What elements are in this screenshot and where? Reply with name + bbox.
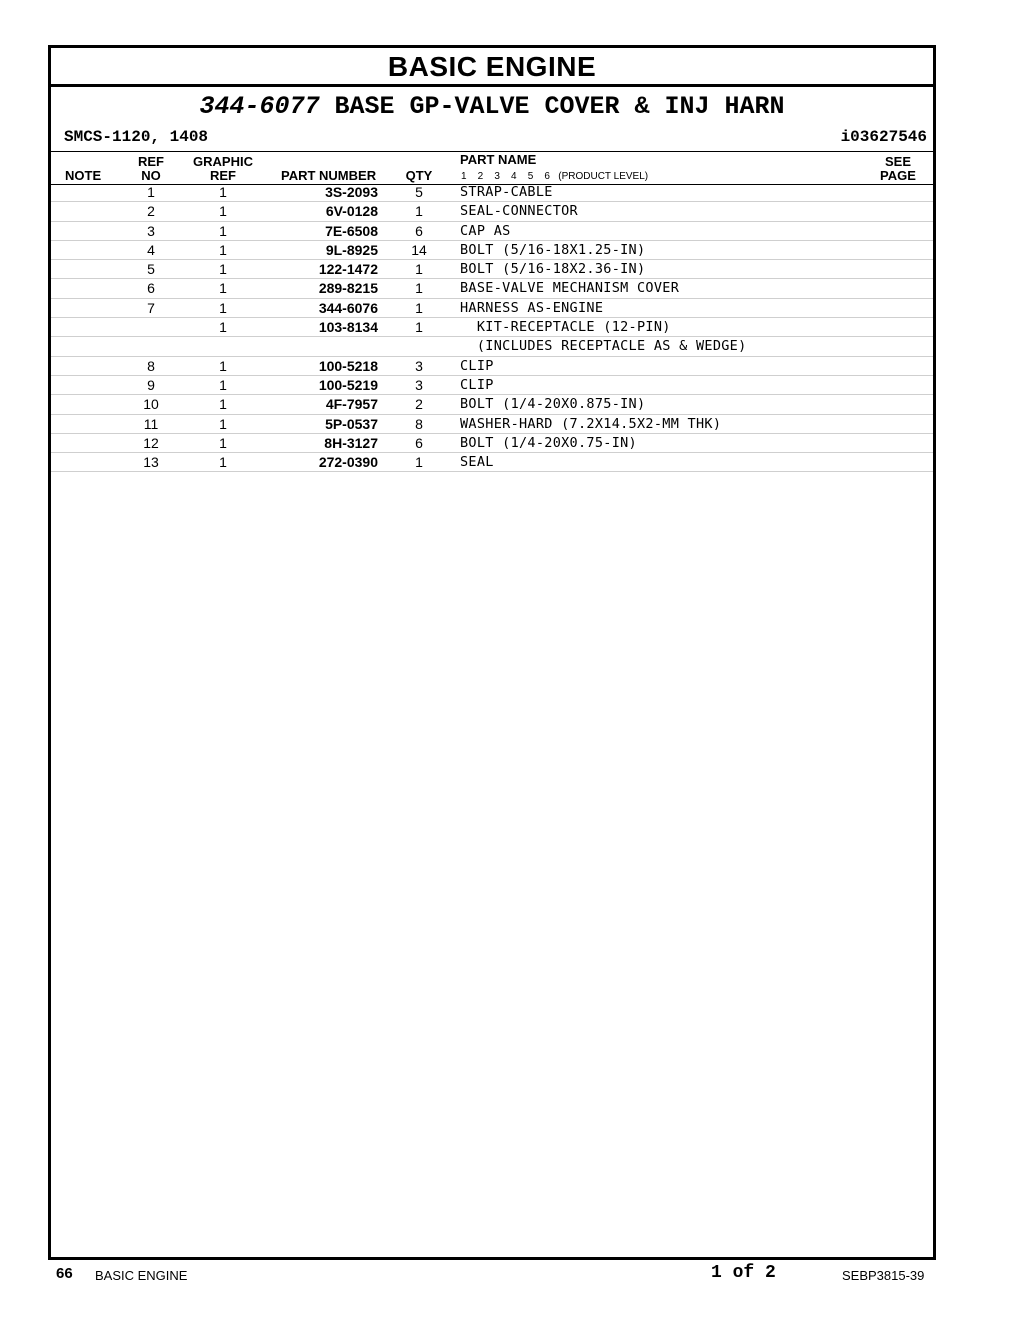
part-number-cell: 7E-6508 [325, 222, 378, 239]
part-number-cell: 6V-0128 [325, 203, 378, 220]
part-name-cell: CLIP [460, 376, 494, 393]
part-number-cell: 122-1472 [318, 261, 378, 278]
qty-cell: 6 [415, 434, 423, 451]
part-name-cell: SEAL-CONNECTOR [460, 203, 578, 220]
graphic-ref-cell: 1 [219, 261, 227, 278]
part-number-cell: 9L-8925 [325, 241, 378, 258]
part-number-cell: 100-5218 [318, 357, 378, 374]
table-row [51, 376, 933, 395]
table-row [51, 260, 933, 279]
footer-page-of: 1 of 2 [711, 1263, 776, 1283]
footer-page-number: 66 [56, 1265, 73, 1282]
part-name-cell: CAP AS [460, 222, 511, 239]
graphic-ref-cell: 1 [219, 184, 227, 200]
part-name-cell: BOLT (5/16-18X1.25-IN) [460, 241, 646, 258]
header-see-page-1: SEE [884, 154, 911, 169]
part-number-cell: 272-0390 [318, 454, 378, 471]
part-name-cell: HARNESS AS-ENGINE [460, 299, 604, 316]
parts-table-body [51, 183, 933, 472]
ref-no-cell: 9 [147, 376, 155, 393]
part-name-cell: KIT-RECEPTACLE (12-PIN) [460, 319, 671, 336]
part-number-cell: 3S-2093 [325, 184, 378, 200]
ref-no-cell: 12 [143, 434, 159, 451]
header-ref-no-1: REF [138, 154, 164, 169]
qty-cell: 3 [415, 357, 423, 374]
part-name-cell: (INCLUDES RECEPTACLE AS & WEDGE) [460, 338, 747, 355]
table-row [51, 453, 933, 472]
graphic-ref-cell: 1 [219, 203, 227, 220]
graphic-ref-cell: 1 [219, 415, 227, 432]
header-note: NOTE [65, 168, 102, 183]
graphic-ref-cell: 1 [219, 241, 227, 258]
ref-no-cell: 13 [143, 454, 159, 471]
part-name-cell: BOLT (1/4-20X0.875-IN) [460, 396, 646, 413]
part-name-cell: SEAL [460, 454, 494, 471]
ref-no-cell: 1 [147, 184, 155, 200]
part-name-cell: BOLT (1/4-20X0.75-IN) [460, 434, 637, 451]
footer-section: BASIC ENGINE [95, 1268, 188, 1283]
qty-cell: 6 [415, 222, 423, 239]
group-name: BASE GP-VALVE COVER & INJ HARN [334, 92, 785, 121]
header-graphic-ref-2: REF [210, 168, 236, 183]
group-title [51, 92, 933, 122]
qty-cell: 1 [415, 261, 423, 278]
header-qty: QTY [405, 168, 433, 183]
qty-cell: 1 [415, 454, 423, 471]
graphic-ref-cell: 1 [219, 434, 227, 451]
ref-no-cell: 6 [147, 280, 155, 297]
qty-cell: 1 [415, 319, 423, 336]
ref-no-cell: 8 [147, 357, 155, 374]
qty-cell: 2 [415, 396, 423, 413]
header-ref-no-2: NO [141, 168, 161, 183]
table-row [51, 415, 933, 434]
part-number-cell: 100-5219 [318, 376, 378, 393]
graphic-ref-cell: 1 [219, 357, 227, 374]
ref-no-cell: 11 [143, 415, 159, 432]
ref-no-cell: 4 [147, 241, 155, 258]
header-part-name: PART NAME [460, 152, 537, 167]
part-number-cell: 4F-7957 [325, 396, 378, 413]
header-part-number: PART NUMBER [281, 168, 377, 183]
table-row [51, 337, 933, 356]
graphic-ref-cell: 1 [219, 299, 227, 316]
ref-no-cell: 5 [147, 261, 155, 278]
table-row [51, 395, 933, 414]
smcs-code: SMCS-1120, 1408 [64, 128, 209, 146]
part-name-cell: BASE-VALVE MECHANISM COVER [460, 280, 680, 297]
part-number-cell: 289-8215 [318, 280, 378, 297]
graphic-ref-cell: 1 [219, 319, 227, 336]
table-row [51, 434, 933, 453]
part-number-cell: 8H-3127 [324, 434, 378, 451]
table-row [51, 357, 933, 376]
part-number-cell: 344-6076 [318, 299, 378, 316]
ref-no-cell: 3 [147, 222, 155, 239]
table-row [51, 241, 933, 260]
graphic-ref-cell: 1 [219, 376, 227, 393]
qty-cell: 8 [415, 415, 423, 432]
table-row [51, 299, 933, 318]
qty-cell: 1 [415, 299, 423, 316]
qty-cell: 1 [415, 203, 423, 220]
parts-list-frame [48, 45, 936, 1260]
qty-cell: 14 [411, 241, 427, 258]
ref-no-cell: 10 [143, 396, 159, 413]
qty-cell: 5 [415, 184, 423, 200]
table-row [51, 279, 933, 298]
part-name-cell: STRAP-CABLE [460, 184, 553, 200]
header-see-page-2: PAGE [880, 168, 916, 183]
illustration-id: i03627546 [840, 128, 927, 146]
group-part-number: 344-6077 [199, 92, 320, 121]
part-number-cell: 5P-0537 [325, 415, 378, 432]
table-row [51, 183, 933, 202]
table-row [51, 318, 933, 337]
ref-no-cell: 2 [147, 203, 155, 220]
part-number-cell: 103-8134 [318, 319, 378, 336]
section-title: BASIC ENGINE [51, 48, 933, 87]
qty-cell: 3 [415, 376, 423, 393]
table-row [51, 222, 933, 241]
header-graphic-ref-1: GRAPHIC [193, 154, 253, 169]
graphic-ref-cell: 1 [219, 454, 227, 471]
qty-cell: 1 [415, 280, 423, 297]
ref-no-cell: 7 [147, 299, 155, 316]
part-name-cell: WASHER-HARD (7.2X14.5X2-MM THK) [460, 415, 722, 432]
table-row [51, 202, 933, 221]
header-product-levels: 1 2 3 4 5 6 (PRODUCT LEVEL) [461, 171, 649, 182]
part-name-cell: CLIP [460, 357, 494, 374]
graphic-ref-cell: 1 [219, 280, 227, 297]
part-name-cell: BOLT (5/16-18X2.36-IN) [460, 261, 646, 278]
footer-doc-id: SEBP3815-39 [842, 1268, 925, 1283]
graphic-ref-cell: 1 [219, 222, 227, 239]
graphic-ref-cell: 1 [219, 396, 227, 413]
